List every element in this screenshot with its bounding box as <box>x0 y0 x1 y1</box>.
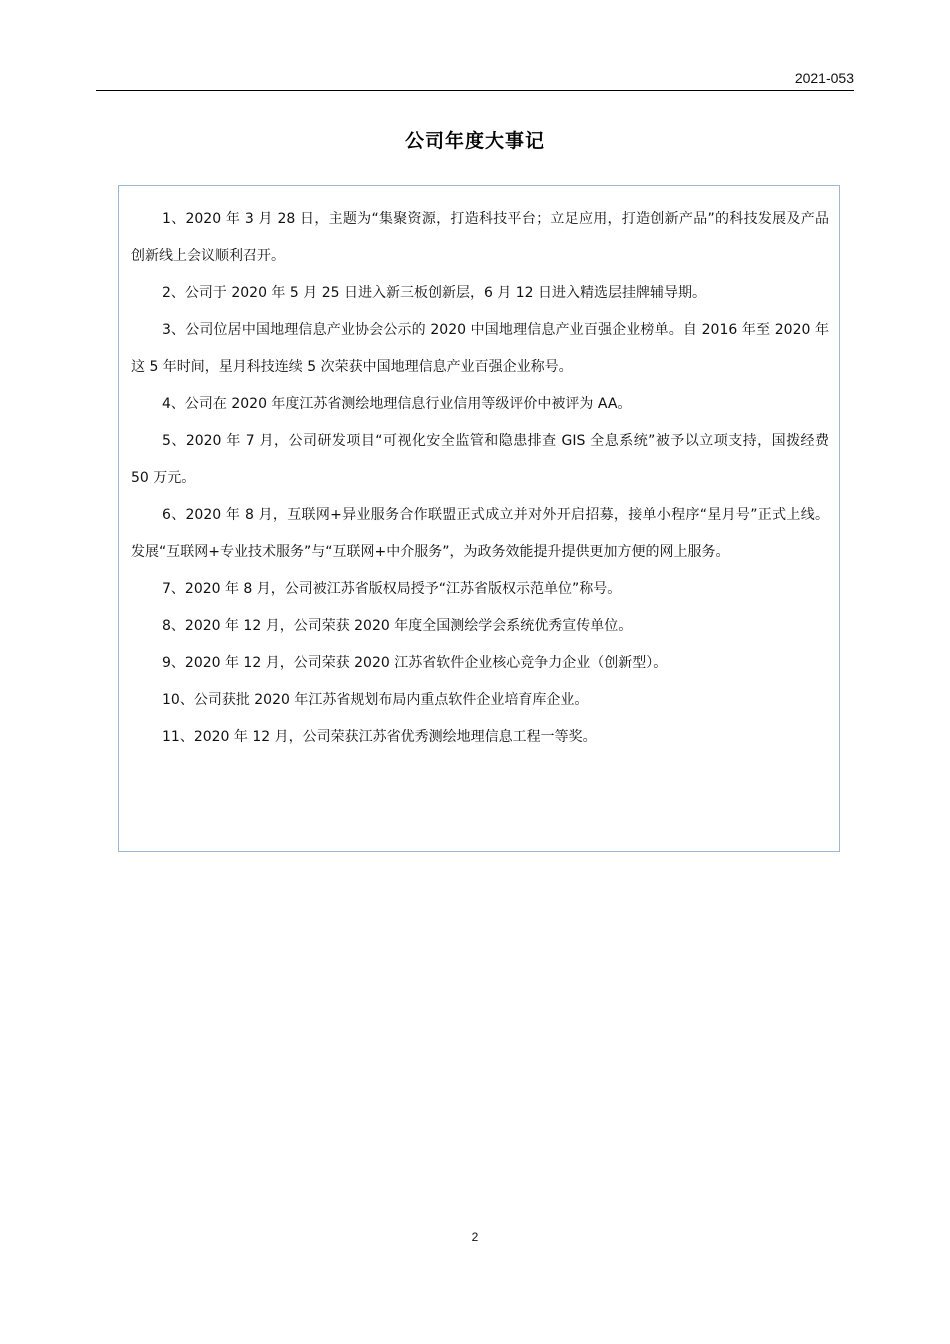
event-item-10: 10、公司获批 2020 年江苏省规划布局内重点软件企业培育库企业。 <box>162 692 589 708</box>
event-item-9: 9、2020 年 12 月，公司荣获 2020 江苏省软件企业核心竞争力企业（创新型）。 <box>162 655 668 671</box>
document-number: 2021-053 <box>794 70 854 86</box>
header-divider <box>96 90 854 91</box>
event-item-2: 2、公司于 2020 年 5 月 25 日进入新三板创新层，6 月 12 日进入精选层挂牌辅导期。 <box>162 285 707 301</box>
event-item-11: 11、2020 年 12 月，公司荣获江苏省优秀测绘地理信息工程一等奖。 <box>162 729 597 745</box>
page-title: 公司年度大事记 <box>404 130 545 152</box>
events-box <box>118 185 840 852</box>
event-item-8: 8、2020 年 12 月，公司荣获 2020 年度全国测绘学会系统优秀宣传单位。 <box>162 618 633 634</box>
page-number: 2 <box>471 1230 479 1244</box>
event-item-3: 3、公司位居中国地理信息产业协会公示的 2020 中国地理信息产业百强企业榜单。自 2016 年至 2020 年这 5 年时间，星月科技连续 5 次荣获中国地理信息产业百强企业称号。 <box>131 322 829 375</box>
event-item-1: 1、2020 年 3 月 28 日，主题为“集聚资源，打造科技平台；立足应用，打造创新产品”的科技发展及产品创新线上会议顺利召开。 <box>131 211 829 264</box>
event-item-4: 4、公司在 2020 年度江苏省测绘地理信息行业信用等级评价中被评为 AA。 <box>162 396 632 412</box>
event-item-5: 5、2020 年 7 月，公司研发项目“可视化安全监管和隐患排查 GIS 全息系统”被予以立项支持，国拨经费 50 万元。 <box>131 433 829 486</box>
event-item-7: 7、2020 年 8 月，公司被江苏省版权局授予“江苏省版权示范单位”称号。 <box>162 581 622 597</box>
event-item-6: 6、2020 年 8 月，互联网+异业服务合作联盟正式成立并对外开启招募，接单小程序“星月号”正式上线。发展“互联网+专业技术服务”与“互联网+中介服务”，为政务效能提升提供更加方便的网上服务。 <box>131 507 829 560</box>
